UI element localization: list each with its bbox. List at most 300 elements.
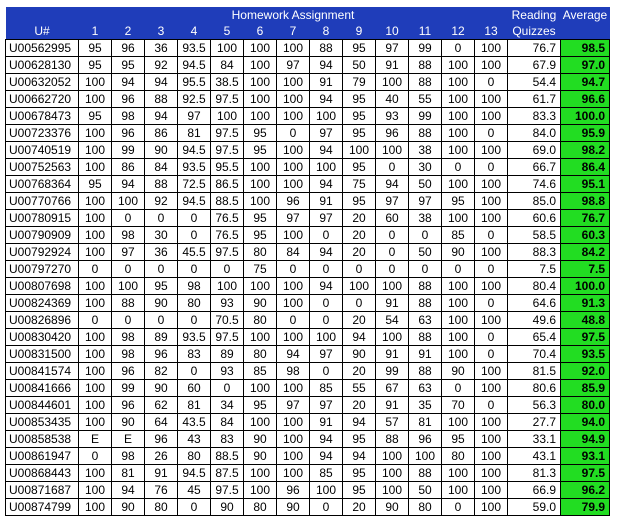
score-cell: 91 — [145, 465, 178, 482]
student-id-cell: U00830420 — [6, 329, 79, 346]
table-row — [6, 142, 610, 159]
score-cell: 90 — [442, 244, 475, 261]
score-cell: 0 — [178, 227, 211, 244]
reading-quiz-cell: 80.6 — [508, 380, 561, 397]
score-cell: 96 — [112, 91, 145, 108]
score-cell: 100 — [79, 91, 112, 108]
score-cell: 0 — [178, 312, 211, 329]
score-cell: 0 — [211, 380, 244, 397]
score-cell: 0 — [277, 125, 310, 142]
score-cell: 91 — [376, 346, 409, 363]
score-cell: 88 — [310, 40, 343, 57]
average-cell: 92.0 — [561, 363, 610, 380]
score-cell: 95 — [343, 108, 376, 125]
score-cell: 100 — [475, 176, 508, 193]
score-cell: 94 — [343, 414, 376, 431]
score-cell: 100 — [442, 482, 475, 499]
id-column-header: U# — [6, 23, 79, 40]
score-cell: 91 — [376, 57, 409, 74]
score-cell: 0 — [475, 261, 508, 278]
score-cell: 100 — [475, 363, 508, 380]
score-cell: 91 — [376, 295, 409, 312]
score-cell: 95 — [145, 278, 178, 295]
score-cell: 0 — [343, 261, 376, 278]
score-cell: 100 — [79, 227, 112, 244]
table-row — [6, 448, 610, 465]
score-cell: 100 — [376, 329, 409, 346]
score-cell: 96 — [409, 431, 442, 448]
score-cell: 91 — [376, 397, 409, 414]
score-cell: 0 — [112, 312, 145, 329]
score-cell: 100 — [442, 312, 475, 329]
score-cell: 30 — [409, 159, 442, 176]
homework-group-label: Homework Assignment — [79, 7, 508, 23]
score-cell: 100 — [475, 482, 508, 499]
score-cell: 99 — [376, 363, 409, 380]
score-cell: 100 — [79, 278, 112, 295]
reading-quiz-cell: 61.7 — [508, 91, 561, 108]
average-cell: 98.2 — [561, 142, 610, 159]
score-cell: 100 — [277, 448, 310, 465]
score-cell: 100 — [244, 414, 277, 431]
score-cell: 100 — [475, 40, 508, 57]
score-cell: 0 — [376, 159, 409, 176]
score-cell: 96 — [112, 40, 145, 57]
score-cell: 0 — [442, 40, 475, 57]
score-cell: 0 — [376, 244, 409, 261]
score-cell: 100 — [211, 278, 244, 295]
table-row — [6, 159, 610, 176]
score-cell: 100 — [277, 142, 310, 159]
score-cell: 95 — [343, 125, 376, 142]
student-id-cell: U00807698 — [6, 278, 79, 295]
gradebook-table — [5, 7, 610, 516]
reading-quiz-cell: 56.3 — [508, 397, 561, 414]
score-cell: 0 — [442, 261, 475, 278]
score-cell: 90 — [244, 295, 277, 312]
score-cell: 0 — [475, 397, 508, 414]
reading-quiz-cell: 84.0 — [508, 125, 561, 142]
average-cell: 80.0 — [561, 397, 610, 414]
score-cell: 64 — [145, 414, 178, 431]
score-cell: 100 — [244, 329, 277, 346]
score-cell: 0 — [211, 261, 244, 278]
assignment-header: 1 — [79, 23, 112, 40]
reading-label: Reading — [508, 7, 561, 23]
header-row-1 — [6, 7, 610, 23]
reading-quiz-cell: 76.7 — [508, 40, 561, 57]
score-cell: 100 — [244, 193, 277, 210]
score-cell: 100 — [310, 482, 343, 499]
score-cell: 81 — [178, 397, 211, 414]
student-id-cell: U00792924 — [6, 244, 79, 261]
score-cell: 36 — [145, 244, 178, 261]
score-cell: 97.5 — [211, 329, 244, 346]
score-cell: 0 — [442, 380, 475, 397]
score-cell: 100 — [244, 465, 277, 482]
score-cell: 20 — [343, 227, 376, 244]
score-cell: 100 — [244, 278, 277, 295]
score-cell: 94 — [310, 244, 343, 261]
score-cell: 88 — [145, 176, 178, 193]
reading-quiz-cell: 54.4 — [508, 74, 561, 91]
score-cell: 75 — [343, 176, 376, 193]
score-cell: 96 — [145, 346, 178, 363]
score-cell: 95 — [244, 397, 277, 414]
score-cell: 0 — [277, 312, 310, 329]
average-cell: 76.7 — [561, 210, 610, 227]
score-cell: 98 — [178, 278, 211, 295]
score-cell: 76 — [145, 482, 178, 499]
table-row — [6, 499, 610, 516]
score-cell: 95 — [244, 227, 277, 244]
score-cell: 45 — [178, 482, 211, 499]
student-id-cell: U00853435 — [6, 414, 79, 431]
table-header — [6, 7, 610, 40]
score-cell: 95 — [343, 91, 376, 108]
score-cell: 43 — [178, 431, 211, 448]
score-cell: 98 — [112, 329, 145, 346]
reading-quiz-cell: 59.0 — [508, 499, 561, 516]
student-id-cell: U00824369 — [6, 295, 79, 312]
reading-quiz-cell: 33.1 — [508, 431, 561, 448]
score-cell: 0 — [475, 227, 508, 244]
header-blank — [6, 7, 79, 23]
student-id-cell: U00790909 — [6, 227, 79, 244]
score-cell: 96 — [277, 482, 310, 499]
average-cell: 93.1 — [561, 448, 610, 465]
average-header-blank — [561, 23, 610, 40]
score-cell: 94 — [310, 431, 343, 448]
score-cell: 91 — [310, 414, 343, 431]
table-row — [6, 91, 610, 108]
table-row — [6, 176, 610, 193]
score-cell: 100 — [442, 465, 475, 482]
score-cell: 95 — [343, 482, 376, 499]
score-cell: 100 — [244, 482, 277, 499]
score-cell: 0 — [475, 329, 508, 346]
score-cell: 93 — [211, 295, 244, 312]
average-label: Average — [561, 7, 610, 23]
score-cell: 50 — [409, 482, 442, 499]
score-cell: 94 — [310, 57, 343, 74]
reading-quiz-cell: 88.3 — [508, 244, 561, 261]
score-cell: 90 — [145, 380, 178, 397]
score-cell: 0 — [343, 295, 376, 312]
score-cell: 81 — [178, 125, 211, 142]
score-cell: 91 — [310, 193, 343, 210]
score-cell: 79 — [343, 74, 376, 91]
score-cell: 97 — [310, 346, 343, 363]
score-cell: 90 — [145, 295, 178, 312]
score-cell: 43.5 — [178, 414, 211, 431]
average-cell: 79.9 — [561, 499, 610, 516]
score-cell: 98 — [112, 448, 145, 465]
student-id-cell: U00841666 — [6, 380, 79, 397]
student-id-cell: U00831500 — [6, 346, 79, 363]
score-cell: 100 — [277, 295, 310, 312]
score-cell: 100 — [475, 414, 508, 431]
average-cell: 97.5 — [561, 329, 610, 346]
score-cell: 85 — [442, 227, 475, 244]
assignment-header: 3 — [145, 23, 178, 40]
score-cell: 100 — [79, 74, 112, 91]
score-cell: 92 — [145, 57, 178, 74]
student-id-cell: U00752563 — [6, 159, 79, 176]
score-cell: 86 — [112, 159, 145, 176]
student-id-cell: U00562995 — [6, 40, 79, 57]
score-cell: 85 — [310, 380, 343, 397]
score-cell: 100 — [79, 465, 112, 482]
average-cell: 86.4 — [561, 159, 610, 176]
table-row — [6, 57, 610, 74]
score-cell: 88 — [409, 278, 442, 295]
quizzes-label: Quizzes — [508, 23, 561, 40]
average-cell: 85.9 — [561, 380, 610, 397]
score-cell: 100 — [79, 482, 112, 499]
score-cell: 100 — [79, 414, 112, 431]
score-cell: 72.5 — [178, 176, 211, 193]
score-cell: 100 — [442, 278, 475, 295]
score-cell: 50 — [343, 57, 376, 74]
average-cell: 100.0 — [561, 108, 610, 125]
average-cell: 95.1 — [561, 176, 610, 193]
score-cell: 100 — [244, 91, 277, 108]
assignment-header: 4 — [178, 23, 211, 40]
student-id-cell: U00871687 — [6, 482, 79, 499]
average-cell: 60.3 — [561, 227, 610, 244]
average-cell: 48.8 — [561, 312, 610, 329]
score-cell: E — [112, 431, 145, 448]
score-cell: 0 — [376, 227, 409, 244]
score-cell: 91 — [310, 74, 343, 91]
score-cell: 45.5 — [178, 244, 211, 261]
reading-quiz-cell: 85.0 — [508, 193, 561, 210]
score-cell: 97 — [277, 57, 310, 74]
score-cell: 93 — [211, 363, 244, 380]
score-cell: 85 — [310, 465, 343, 482]
score-cell: 100 — [79, 142, 112, 159]
score-cell: 0 — [112, 261, 145, 278]
score-cell: 100 — [277, 74, 310, 91]
score-cell: 92.5 — [178, 91, 211, 108]
score-cell: 94 — [376, 176, 409, 193]
score-cell: 94 — [310, 176, 343, 193]
score-cell: 88 — [409, 329, 442, 346]
score-cell: 0 — [79, 448, 112, 465]
score-cell: 20 — [343, 363, 376, 380]
score-cell: 94.5 — [178, 193, 211, 210]
score-cell: 95 — [343, 159, 376, 176]
score-cell: 100 — [475, 108, 508, 125]
score-cell: 55 — [343, 380, 376, 397]
score-cell: 0 — [475, 74, 508, 91]
score-cell: 100 — [211, 108, 244, 125]
score-cell: 88 — [409, 465, 442, 482]
table-row — [6, 210, 610, 227]
student-id-cell: U00780915 — [6, 210, 79, 227]
score-cell: 63 — [409, 380, 442, 397]
score-cell: 100 — [277, 414, 310, 431]
score-cell: 100 — [79, 380, 112, 397]
score-cell: 88 — [409, 125, 442, 142]
table-row — [6, 227, 610, 244]
score-cell: 0 — [310, 499, 343, 516]
average-cell: 94.7 — [561, 74, 610, 91]
score-cell: 84 — [211, 414, 244, 431]
score-cell: 100 — [277, 431, 310, 448]
table-row — [6, 380, 610, 397]
score-cell: 0 — [409, 227, 442, 244]
score-cell: 80 — [442, 448, 475, 465]
score-cell: 100 — [79, 329, 112, 346]
average-cell: 95.9 — [561, 125, 610, 142]
score-cell: 100 — [475, 57, 508, 74]
score-cell: 80 — [178, 295, 211, 312]
score-cell: 88.5 — [211, 448, 244, 465]
score-cell: 0 — [310, 295, 343, 312]
score-cell: 94 — [310, 142, 343, 159]
score-cell: 38 — [409, 142, 442, 159]
student-id-cell: U00662720 — [6, 91, 79, 108]
score-cell: 100 — [442, 210, 475, 227]
score-cell: 26 — [145, 448, 178, 465]
score-cell: 0 — [409, 261, 442, 278]
score-cell: 100 — [79, 295, 112, 312]
score-cell: 95.5 — [178, 74, 211, 91]
score-cell: 90 — [211, 499, 244, 516]
score-cell: 0 — [145, 261, 178, 278]
table-row — [6, 74, 610, 91]
score-cell: 100 — [244, 74, 277, 91]
table-row — [6, 482, 610, 499]
reading-quiz-cell: 69.0 — [508, 142, 561, 159]
assignment-header: 8 — [310, 23, 343, 40]
score-cell: 90 — [442, 363, 475, 380]
table-row — [6, 108, 610, 125]
score-cell: 0 — [145, 210, 178, 227]
reading-quiz-cell: 81.5 — [508, 363, 561, 380]
score-cell: 95 — [79, 40, 112, 57]
score-cell: 96 — [376, 125, 409, 142]
score-cell: 97.5 — [211, 482, 244, 499]
score-cell: 20 — [343, 210, 376, 227]
average-cell: 98.5 — [561, 40, 610, 57]
score-cell: 94 — [145, 108, 178, 125]
score-cell: 97 — [376, 40, 409, 57]
table-row — [6, 465, 610, 482]
score-cell: 99 — [409, 108, 442, 125]
reading-quiz-cell: 58.5 — [508, 227, 561, 244]
table-row — [6, 244, 610, 261]
score-cell: 90 — [277, 499, 310, 516]
reading-quiz-cell: 74.6 — [508, 176, 561, 193]
score-cell: 95 — [343, 193, 376, 210]
score-cell: 75 — [244, 261, 277, 278]
reading-quiz-cell: 67.9 — [508, 57, 561, 74]
table-row — [6, 125, 610, 142]
score-cell: 94.5 — [178, 57, 211, 74]
score-cell: 100 — [442, 74, 475, 91]
score-cell: 94.5 — [178, 142, 211, 159]
score-cell: 90 — [112, 499, 145, 516]
score-cell: 94 — [112, 482, 145, 499]
table-row — [6, 278, 610, 295]
score-cell: 20 — [343, 312, 376, 329]
score-cell: 80 — [244, 244, 277, 261]
score-cell: 100 — [475, 499, 508, 516]
table-row — [6, 312, 610, 329]
score-cell: 100 — [79, 363, 112, 380]
score-cell: 88.5 — [211, 193, 244, 210]
table-row — [6, 193, 610, 210]
score-cell: 0 — [376, 261, 409, 278]
score-cell: 100 — [277, 159, 310, 176]
score-cell: 80 — [244, 499, 277, 516]
score-cell: 100 — [376, 465, 409, 482]
score-cell: 0 — [79, 312, 112, 329]
student-id-cell: U00770766 — [6, 193, 79, 210]
student-id-cell: U00768364 — [6, 176, 79, 193]
score-cell: 76.5 — [211, 227, 244, 244]
score-cell: 96 — [145, 431, 178, 448]
student-id-cell: U00868443 — [6, 465, 79, 482]
score-cell: 100 — [277, 380, 310, 397]
score-cell: 57 — [376, 414, 409, 431]
score-cell: 94 — [112, 176, 145, 193]
score-cell: 94 — [112, 74, 145, 91]
assignment-header: 9 — [343, 23, 376, 40]
reading-quiz-cell: 83.3 — [508, 108, 561, 125]
average-cell: 94.0 — [561, 414, 610, 431]
score-cell: 93.5 — [178, 40, 211, 57]
score-cell: 50 — [409, 244, 442, 261]
score-cell: 90 — [244, 448, 277, 465]
average-cell: 96.6 — [561, 91, 610, 108]
score-cell: 100 — [244, 176, 277, 193]
score-cell: 94 — [277, 346, 310, 363]
score-cell: 38 — [409, 210, 442, 227]
score-cell: 100 — [376, 448, 409, 465]
reading-quiz-cell: 27.7 — [508, 414, 561, 431]
score-cell: 100 — [376, 142, 409, 159]
score-cell: 90 — [112, 414, 145, 431]
score-cell: 94.5 — [178, 465, 211, 482]
score-cell: 95 — [442, 193, 475, 210]
student-id-cell: U00740519 — [6, 142, 79, 159]
reading-quiz-cell: 49.6 — [508, 312, 561, 329]
score-cell: 80 — [178, 448, 211, 465]
score-cell: 84 — [211, 57, 244, 74]
score-cell: 100 — [277, 465, 310, 482]
score-cell: 0 — [277, 261, 310, 278]
score-cell: 95 — [343, 40, 376, 57]
table-row — [6, 40, 610, 57]
table-row — [6, 414, 610, 431]
table-body — [6, 40, 610, 516]
assignment-header: 13 — [475, 23, 508, 40]
score-cell: 100 — [442, 176, 475, 193]
score-cell: 100 — [244, 40, 277, 57]
reading-quiz-cell: 64.6 — [508, 295, 561, 312]
score-cell: 95 — [244, 142, 277, 159]
score-cell: 100 — [277, 329, 310, 346]
score-cell: 88 — [376, 431, 409, 448]
score-cell: 88 — [409, 57, 442, 74]
table-row — [6, 397, 610, 414]
score-cell: 100 — [343, 278, 376, 295]
score-cell: 62 — [145, 397, 178, 414]
